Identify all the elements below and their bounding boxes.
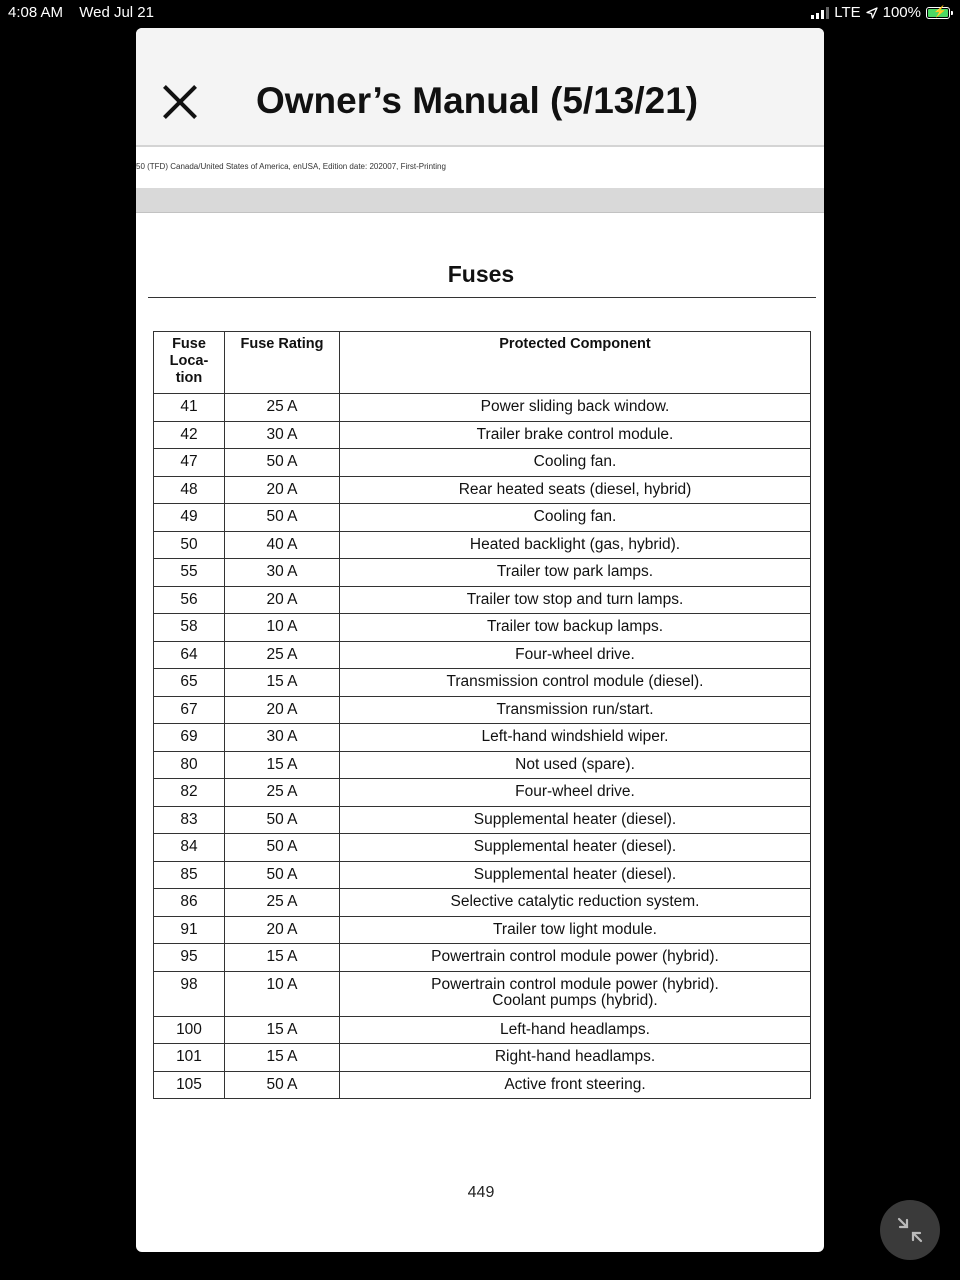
fuse-location-cell: 84 xyxy=(154,834,225,862)
document-meta-line: 50 (TFD) Canada/United States of America, enUSA, Edition date: 202007, First-Printing xyxy=(136,162,446,171)
fuse-rating-cell: 25 A xyxy=(225,889,340,917)
table-row xyxy=(154,944,811,972)
fuse-table-body xyxy=(154,394,811,1099)
header-fuse-location: Fuse Loca- tion xyxy=(154,332,225,394)
fuse-location-cell: 101 xyxy=(154,1044,225,1072)
page-separator xyxy=(136,188,824,213)
fuse-rating-cell: 10 A xyxy=(225,614,340,642)
fuse-location-cell: 50 xyxy=(154,531,225,559)
protected-component-cell: Transmission control module (diesel). xyxy=(340,669,811,697)
status-date: Wed Jul 21 xyxy=(79,4,154,21)
table-row xyxy=(154,586,811,614)
protected-component-cell: Trailer tow park lamps. xyxy=(340,559,811,587)
fuse-location-cell: 65 xyxy=(154,669,225,697)
table-row xyxy=(154,834,811,862)
table-header-row xyxy=(154,332,811,394)
fuse-location-cell: 98 xyxy=(154,971,225,1016)
fuse-location-cell: 55 xyxy=(154,559,225,587)
fuse-rating-cell: 15 A xyxy=(225,944,340,972)
fuse-location-cell: 105 xyxy=(154,1071,225,1099)
table-row xyxy=(154,971,811,1016)
protected-component-cell: Supplemental heater (diesel). xyxy=(340,861,811,889)
fuse-rating-cell: 20 A xyxy=(225,586,340,614)
status-left xyxy=(8,4,166,21)
protected-component-cell: Left-hand headlamps. xyxy=(340,1016,811,1044)
table-row xyxy=(154,394,811,422)
fuse-rating-cell: 10 A xyxy=(225,971,340,1016)
protected-component-cell: Four-wheel drive. xyxy=(340,779,811,807)
protected-component-cell: Powertrain control module power (hybrid). Coolant pumps (hybrid). xyxy=(340,971,811,1016)
protected-component-cell: Supplemental heater (diesel). xyxy=(340,834,811,862)
protected-component-cell: Trailer brake control module. xyxy=(340,421,811,449)
protected-component-cell: Supplemental heater (diesel). xyxy=(340,806,811,834)
protected-component-cell: Heated backlight (gas, hybrid). xyxy=(340,531,811,559)
fuse-rating-cell: 50 A xyxy=(225,806,340,834)
fuse-rating-cell: 20 A xyxy=(225,696,340,724)
table-row xyxy=(154,889,811,917)
fuse-rating-cell: 20 A xyxy=(225,476,340,504)
table-row xyxy=(154,916,811,944)
sheet-header xyxy=(136,28,824,147)
protected-component-cell: Cooling fan. xyxy=(340,504,811,532)
fuse-rating-cell: 25 A xyxy=(225,641,340,669)
fuse-location-cell: 41 xyxy=(154,394,225,422)
location-arrow-icon xyxy=(866,7,878,19)
table-row xyxy=(154,1044,811,1072)
fuse-location-cell: 69 xyxy=(154,724,225,752)
table-row xyxy=(154,696,811,724)
fuse-location-cell: 85 xyxy=(154,861,225,889)
fuse-location-cell: 95 xyxy=(154,944,225,972)
minimize-button[interactable] xyxy=(880,1200,940,1260)
protected-component-cell: Rear heated seats (diesel, hybrid) xyxy=(340,476,811,504)
fuse-location-cell: 91 xyxy=(154,916,225,944)
sheet-title: Owner’s Manual (5/13/21) xyxy=(256,80,699,121)
status-right xyxy=(811,4,950,21)
table-row xyxy=(154,504,811,532)
fuse-rating-cell: 50 A xyxy=(225,861,340,889)
manual-sheet xyxy=(136,28,824,1252)
table-row xyxy=(154,641,811,669)
table-row xyxy=(154,614,811,642)
header-fuse-rating: Fuse Rating xyxy=(225,332,340,394)
protected-component-cell: Active front steering. xyxy=(340,1071,811,1099)
protected-component-cell: Cooling fan. xyxy=(340,449,811,477)
status-time: 4:08 AM xyxy=(8,4,64,21)
protected-component-cell: Selective catalytic reduction system. xyxy=(340,889,811,917)
fuse-location-cell: 48 xyxy=(154,476,225,504)
fuse-location-cell: 100 xyxy=(154,1016,225,1044)
fuse-rating-cell: 30 A xyxy=(225,724,340,752)
fuse-location-cell: 56 xyxy=(154,586,225,614)
fuse-location-cell: 64 xyxy=(154,641,225,669)
protected-component-cell: Transmission run/start. xyxy=(340,696,811,724)
battery-icon xyxy=(926,7,950,19)
fuse-rating-cell: 50 A xyxy=(225,1071,340,1099)
header-protected-component: Protected Component xyxy=(340,332,811,394)
status-bar xyxy=(0,0,960,26)
signal-bars-icon xyxy=(811,7,829,19)
protected-component-cell: Left-hand windshield wiper. xyxy=(340,724,811,752)
table-row xyxy=(154,751,811,779)
fuse-rating-cell: 15 A xyxy=(225,751,340,779)
table-row xyxy=(154,861,811,889)
fuse-location-cell: 58 xyxy=(154,614,225,642)
close-icon[interactable] xyxy=(162,84,198,120)
table-row xyxy=(154,559,811,587)
fuse-rating-cell: 15 A xyxy=(225,669,340,697)
table-row xyxy=(154,531,811,559)
fuse-rating-cell: 15 A xyxy=(225,1016,340,1044)
heading-divider xyxy=(148,297,816,298)
protected-component-cell: Powertrain control module power (hybrid). xyxy=(340,944,811,972)
fuse-rating-cell: 20 A xyxy=(225,916,340,944)
fuse-location-cell: 42 xyxy=(154,421,225,449)
battery-percent: 100% xyxy=(882,4,921,21)
table-row xyxy=(154,724,811,752)
fuse-rating-cell: 30 A xyxy=(225,559,340,587)
table-row xyxy=(154,779,811,807)
table-row xyxy=(154,1071,811,1099)
fuse-rating-cell: 30 A xyxy=(225,421,340,449)
fuse-location-cell: 82 xyxy=(154,779,225,807)
table-row xyxy=(154,806,811,834)
fuse-location-cell: 47 xyxy=(154,449,225,477)
protected-component-cell: Trailer tow stop and turn lamps. xyxy=(340,586,811,614)
fuse-location-cell: 67 xyxy=(154,696,225,724)
table-row xyxy=(154,476,811,504)
table-row xyxy=(154,1016,811,1044)
minimize-arrows-icon xyxy=(895,1215,925,1245)
protected-component-cell: Power sliding back window. xyxy=(340,394,811,422)
fuse-rating-cell: 50 A xyxy=(225,449,340,477)
fuse-rating-cell: 25 A xyxy=(225,394,340,422)
page-number: 449 xyxy=(467,1184,495,1201)
protected-component-cell: Trailer tow light module. xyxy=(340,916,811,944)
page-heading: Fuses xyxy=(447,261,515,287)
fuse-rating-cell: 50 A xyxy=(225,834,340,862)
table-row xyxy=(154,449,811,477)
fuse-location-cell: 83 xyxy=(154,806,225,834)
table-row xyxy=(154,421,811,449)
network-type: LTE xyxy=(834,4,861,21)
fuse-rating-cell: 50 A xyxy=(225,504,340,532)
charging-bolt-icon: ⚡ xyxy=(933,5,947,18)
fuse-table xyxy=(153,331,811,1099)
protected-component-cell: Four-wheel drive. xyxy=(340,641,811,669)
fuse-location-cell: 49 xyxy=(154,504,225,532)
fuse-location-cell: 80 xyxy=(154,751,225,779)
table-row xyxy=(154,669,811,697)
fuse-location-cell: 86 xyxy=(154,889,225,917)
protected-component-cell: Not used (spare). xyxy=(340,751,811,779)
fuse-rating-cell: 15 A xyxy=(225,1044,340,1072)
protected-component-cell: Right-hand headlamps. xyxy=(340,1044,811,1072)
fuse-rating-cell: 25 A xyxy=(225,779,340,807)
protected-component-cell: Trailer tow backup lamps. xyxy=(340,614,811,642)
fuse-rating-cell: 40 A xyxy=(225,531,340,559)
